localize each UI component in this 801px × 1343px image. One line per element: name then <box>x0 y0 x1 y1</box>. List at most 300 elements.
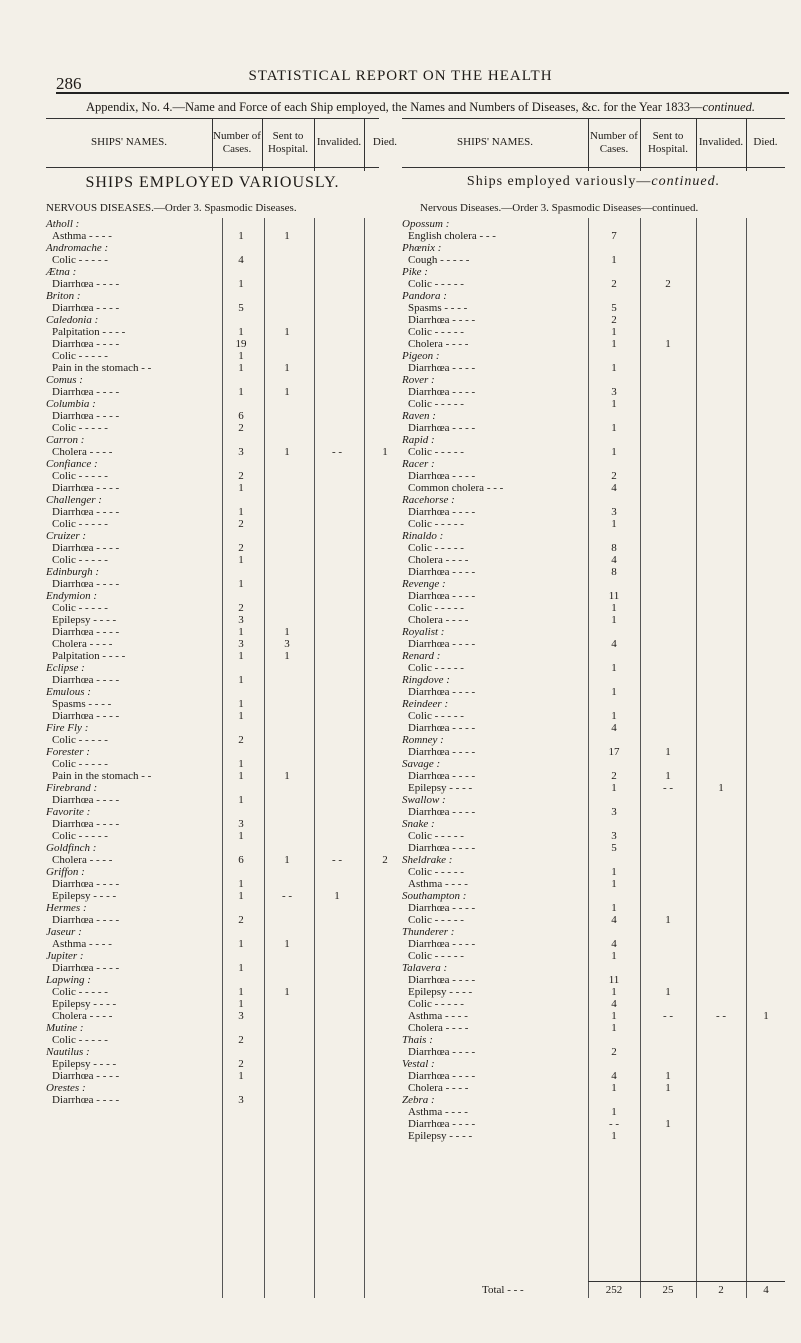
ship-name-row <box>402 266 785 278</box>
disease-row <box>46 830 379 842</box>
disease-row <box>402 326 785 338</box>
cases-cell: 5 <box>238 302 244 314</box>
cases-cell: 1 <box>611 518 617 530</box>
disease-name: Colic - - - - - <box>408 830 464 842</box>
disease-row <box>402 1022 785 1034</box>
disease-name: Asthma - - - - <box>52 230 112 242</box>
ship-name: Hermes : <box>46 902 87 914</box>
disease-row <box>46 554 379 566</box>
disease-name: Diarrhœa - - - - <box>408 314 476 326</box>
ship-name: Fire Fly : <box>46 722 89 734</box>
cases-cell: 3 <box>238 638 244 650</box>
invalided-cell: - - <box>331 854 343 866</box>
cases-cell: 5 <box>611 302 617 314</box>
cases-cell: 11 <box>608 974 620 986</box>
disease-name: Cholera - - - - <box>52 638 113 650</box>
header-divider <box>640 119 641 171</box>
ship-name: Goldfinch : <box>46 842 97 854</box>
disease-row <box>46 302 379 314</box>
ship-name: Firebrand : <box>46 782 98 794</box>
disease-name: Diarrhœa - - - - <box>408 722 476 734</box>
ship-name: Columbia : <box>46 398 96 410</box>
disease-row <box>46 1010 379 1022</box>
disease-name: Colic - - - - - <box>408 866 464 878</box>
ship-name: Sheldrake : <box>402 854 453 866</box>
ship-name: Savage : <box>402 758 441 770</box>
ship-name-row <box>46 866 379 878</box>
disease-name: Cholera - - - - <box>408 1082 469 1094</box>
ship-name-row <box>46 530 379 542</box>
cases-cell: 1 <box>611 1130 617 1142</box>
disease-name: Spasms - - - - <box>52 698 112 710</box>
disease-name: Colic - - - - - <box>408 446 464 458</box>
disease-name: Diarrhœa - - - - <box>408 638 476 650</box>
disease-row <box>46 698 379 710</box>
ship-name: Challenger : <box>46 494 102 506</box>
header-divider <box>262 119 263 171</box>
ship-name: Nautilus : <box>46 1046 90 1058</box>
ship-name: Forester : <box>46 746 90 758</box>
ship-name-row <box>46 266 379 278</box>
disease-row <box>402 638 785 650</box>
cases-cell: 1 <box>611 878 617 890</box>
ship-name-row <box>46 494 379 506</box>
disease-row <box>402 902 785 914</box>
cases-cell: 1 <box>238 626 244 638</box>
cases-cell: 2 <box>611 470 617 482</box>
disease-name: Colic - - - - - <box>52 1034 108 1046</box>
cases-cell: 3 <box>611 386 617 398</box>
cases-cell: 4 <box>611 998 617 1010</box>
disease-row <box>46 602 379 614</box>
disease-row <box>402 554 785 566</box>
hospital-cell: - - <box>662 782 674 794</box>
disease-name: Asthma - - - - <box>52 938 112 950</box>
disease-row <box>402 230 785 242</box>
disease-name: Diarrhœa - - - - <box>52 506 120 518</box>
disease-row <box>402 254 785 266</box>
ship-name-row <box>402 818 785 830</box>
cases-cell: 4 <box>611 482 617 494</box>
cases-cell: 1 <box>611 362 617 374</box>
disease-row <box>46 878 379 890</box>
disease-row <box>402 518 785 530</box>
disease-row <box>46 230 379 242</box>
cases-cell: 1 <box>238 326 244 338</box>
disease-name: Diarrhœa - - - - <box>52 794 120 806</box>
disease-row <box>46 938 379 950</box>
disease-name: Pain in the stomach - - <box>52 362 152 374</box>
cases-cell: 1 <box>238 878 244 890</box>
ship-name: Briton : <box>46 290 81 302</box>
ship-name: Orestes : <box>46 1082 86 1094</box>
hospital-cell: 1 <box>284 362 290 374</box>
ship-name-row <box>402 578 785 590</box>
cases-cell: 3 <box>238 818 244 830</box>
disease-row <box>46 1094 379 1106</box>
ship-name-row <box>402 1094 785 1106</box>
hospital-cell: 1 <box>665 1070 671 1082</box>
disease-name: Diarrhœa - - - - <box>408 470 476 482</box>
cases-cell: 1 <box>611 986 617 998</box>
ship-name: Mutine : <box>46 1022 84 1034</box>
ship-name-row <box>402 242 785 254</box>
ship-name: Endymion : <box>46 590 98 602</box>
disease-row <box>46 1058 379 1070</box>
cases-cell: 1 <box>611 710 617 722</box>
ship-name: Andromache : <box>46 242 109 254</box>
disease-row <box>402 278 785 290</box>
disease-name: Colic - - - - - <box>408 914 464 926</box>
header-hospital: Sent to Hospital. <box>267 129 309 155</box>
ship-name: Phœnix : <box>402 242 442 254</box>
disease-name: Cholera - - - - <box>408 554 469 566</box>
total-label: Total - - - <box>482 1284 524 1296</box>
cases-cell: 2 <box>238 542 244 554</box>
disease-row <box>46 518 379 530</box>
disease-row <box>402 770 785 782</box>
disease-row <box>402 662 785 674</box>
disease-name: Common cholera - - - <box>408 482 504 494</box>
ship-name-row <box>46 722 379 734</box>
cases-cell: 1 <box>238 698 244 710</box>
cases-cell: 1 <box>238 890 244 902</box>
hospital-cell: 1 <box>665 1118 671 1130</box>
cases-cell: 2 <box>611 278 617 290</box>
cases-cell: 1 <box>611 398 617 410</box>
ship-name-row <box>46 1082 379 1094</box>
disease-row <box>402 686 785 698</box>
header-died: Died. <box>753 136 778 149</box>
cases-cell: 2 <box>238 602 244 614</box>
disease-name: Diarrhœa - - - - <box>408 902 476 914</box>
cases-cell: 1 <box>238 998 244 1010</box>
header-divider <box>364 119 365 171</box>
cases-cell: 17 <box>608 746 620 758</box>
disease-row <box>46 422 379 434</box>
disease-row <box>402 302 785 314</box>
disease-name: Palpitation - - - - <box>52 650 126 662</box>
total-rule <box>588 1281 785 1282</box>
disease-row <box>46 650 379 662</box>
disease-row <box>46 854 388 866</box>
disease-name: Diarrhœa - - - - <box>52 410 120 422</box>
hospital-cell: 1 <box>284 938 290 950</box>
disease-row <box>402 986 785 998</box>
disease-row <box>46 794 379 806</box>
disease-row <box>402 998 785 1010</box>
cases-cell: 3 <box>238 1094 244 1106</box>
cases-cell: 2 <box>611 770 617 782</box>
cases-cell: 3 <box>611 806 617 818</box>
disease-name: Epilepsy - - - - <box>52 614 117 626</box>
disease-row <box>402 878 785 890</box>
running-title: STATISTICAL REPORT ON THE HEALTH <box>248 68 553 84</box>
disease-name: Diarrhœa - - - - <box>408 938 476 950</box>
cases-cell: 1 <box>238 674 244 686</box>
disease-row <box>402 914 785 926</box>
disease-row <box>46 350 379 362</box>
hospital-cell: 1 <box>665 746 671 758</box>
cases-cell: 3 <box>611 506 617 518</box>
disease-name: Diarrhœa - - - - <box>52 578 120 590</box>
cases-cell: 19 <box>235 338 247 350</box>
right-section-text: Ships employed variously— <box>466 174 652 189</box>
ship-name: Reindeer : <box>402 698 449 710</box>
column-rule <box>364 218 365 1298</box>
column-rule <box>222 218 223 1298</box>
cases-cell: 4 <box>611 722 617 734</box>
disease-name: Diarrhœa - - - - <box>52 482 120 494</box>
disease-name: Colic - - - - - <box>52 422 108 434</box>
cases-cell: 3 <box>238 446 244 458</box>
ship-name: Atholl : <box>46 218 80 230</box>
ship-name: Racer : <box>402 458 435 470</box>
ship-name: Jupiter : <box>46 950 84 962</box>
disease-name: Colic - - - - - <box>52 350 108 362</box>
hospital-cell: 1 <box>284 386 290 398</box>
disease-row <box>46 362 379 374</box>
ship-name-row <box>402 458 785 470</box>
cases-cell: 1 <box>238 1070 244 1082</box>
ship-name-row <box>46 590 379 602</box>
cases-cell: 6 <box>238 410 244 422</box>
cases-cell: 1 <box>611 782 617 794</box>
ship-name-row <box>46 434 379 446</box>
disease-row <box>46 338 379 350</box>
disease-name: Diarrhœa - - - - <box>52 710 120 722</box>
cases-cell: 2 <box>238 518 244 530</box>
ship-name-row <box>402 434 785 446</box>
disease-row <box>402 1118 785 1130</box>
cases-cell: 1 <box>238 350 244 362</box>
cases-cell: 4 <box>611 1070 617 1082</box>
ship-name-row <box>402 650 785 662</box>
cases-cell: 4 <box>611 554 617 566</box>
hospital-cell: 1 <box>284 626 290 638</box>
cases-cell: 2 <box>238 470 244 482</box>
disease-name: Colic - - - - - <box>408 542 464 554</box>
disease-name: Colic - - - - - <box>52 554 108 566</box>
ship-name: Revenge : <box>402 578 446 590</box>
cases-cell: 1 <box>238 554 244 566</box>
invalided-cell: - - <box>715 1010 727 1022</box>
appendix-continued: continued. <box>702 100 755 114</box>
ship-name: Edinburgh : <box>46 566 100 578</box>
disease-name: Cholera - - - - <box>408 1022 469 1034</box>
disease-row <box>46 734 379 746</box>
ship-name: Thais : <box>402 1034 433 1046</box>
cases-cell: 4 <box>238 254 244 266</box>
ship-name-row <box>402 794 785 806</box>
disease-row <box>46 758 379 770</box>
header-rule <box>56 92 789 94</box>
disease-name: Asthma - - - - <box>408 1106 468 1118</box>
disease-name: Colic - - - - - <box>408 326 464 338</box>
cases-cell: 1 <box>611 422 617 434</box>
invalided-cell: 1 <box>718 782 724 794</box>
disease-row <box>402 422 785 434</box>
disease-name: Colic - - - - - <box>52 254 108 266</box>
ship-name-row <box>46 686 379 698</box>
ship-name: Racehorse : <box>402 494 455 506</box>
header-divider <box>212 119 213 171</box>
cases-cell: 1 <box>238 962 244 974</box>
total-row <box>402 1284 785 1298</box>
disease-row <box>46 482 379 494</box>
disease-row <box>402 842 785 854</box>
disease-name: Cholera - - - - <box>408 338 469 350</box>
hospital-cell: 1 <box>665 986 671 998</box>
right-table <box>402 118 785 1301</box>
ship-name-row <box>402 758 785 770</box>
cases-cell: 4 <box>611 914 617 926</box>
disease-name: Diarrhœa - - - - <box>408 362 476 374</box>
disease-row <box>46 578 379 590</box>
disease-name: Diarrhœa - - - - <box>408 1070 476 1082</box>
cases-cell: 1 <box>238 758 244 770</box>
cases-cell: 1 <box>611 1010 617 1022</box>
ship-name-row <box>402 530 785 542</box>
cases-cell: 1 <box>611 686 617 698</box>
cases-cell: 1 <box>611 326 617 338</box>
column-rule <box>746 218 747 1298</box>
cases-cell: 4 <box>611 938 617 950</box>
ship-name-row <box>46 806 379 818</box>
cases-cell: 7 <box>611 230 617 242</box>
ship-name: Opossum : <box>402 218 450 230</box>
total-died: 4 <box>763 1284 769 1296</box>
disease-name: Colic - - - - - <box>408 602 464 614</box>
ship-name-row <box>46 398 379 410</box>
disease-name: Diarrhœa - - - - <box>52 962 120 974</box>
disease-row <box>402 1070 785 1082</box>
ship-name-row <box>402 674 785 686</box>
ship-name-row <box>402 890 785 902</box>
disease-name: Diarrhœa - - - - <box>408 590 476 602</box>
ship-name: Ringdove : <box>402 674 450 686</box>
disease-row <box>46 914 379 926</box>
total-cases: 252 <box>605 1284 623 1296</box>
disease-row <box>46 254 379 266</box>
disease-row <box>402 602 785 614</box>
disease-row <box>46 962 379 974</box>
cases-cell: 1 <box>238 362 244 374</box>
disease-row <box>402 1130 785 1142</box>
appendix-text: Appendix, No. 4.—Name and Force of each Ship employed, the Names and Numbers of Diseases, &c. for the Year 1833— <box>86 100 703 114</box>
left-table-header <box>46 118 398 168</box>
ship-name: Carron : <box>46 434 85 446</box>
disease-name: Diarrhœa - - - - <box>408 770 476 782</box>
ship-name-row <box>402 854 785 866</box>
cases-cell: 2 <box>238 1058 244 1070</box>
header-ships-names: SHIPS' NAMES. <box>457 136 533 149</box>
disease-row <box>46 278 379 290</box>
ship-name: Talavera : <box>402 962 448 974</box>
cases-cell: 1 <box>611 950 617 962</box>
disease-name: Asthma - - - - <box>408 878 468 890</box>
ship-name: Caledonia : <box>46 314 99 326</box>
disease-row <box>402 590 785 602</box>
ship-name: Vestal : <box>402 1058 435 1070</box>
header-divider <box>746 119 747 171</box>
disease-row <box>46 542 379 554</box>
hospital-cell: 1 <box>665 770 671 782</box>
header-cases: Number of Cases. <box>590 129 638 155</box>
ship-name: Thunderer : <box>402 926 455 938</box>
cases-cell: 6 <box>238 854 244 866</box>
right-group-title: Nervous Diseases.—Order 3. Spasmodic Diseases—continued. <box>420 202 699 214</box>
disease-name: Diarrhœa - - - - <box>52 914 120 926</box>
disease-name: Colic - - - - - <box>52 734 108 746</box>
disease-name: Diarrhœa - - - - <box>52 278 120 290</box>
cases-cell: 1 <box>611 1106 617 1118</box>
disease-row <box>402 506 785 518</box>
died-cell: 2 <box>382 854 388 866</box>
hospital-cell: 1 <box>284 230 290 242</box>
disease-row <box>402 1046 785 1058</box>
cases-cell: 1 <box>611 1022 617 1034</box>
disease-name: English cholera - - - <box>408 230 496 242</box>
disease-name: Cholera - - - - <box>52 1010 113 1022</box>
column-rule <box>588 218 589 1298</box>
hospital-cell: 1 <box>665 1082 671 1094</box>
disease-row <box>402 1010 785 1022</box>
disease-row <box>46 818 379 830</box>
disease-name: Diarrhœa - - - - <box>52 1094 120 1106</box>
ship-name-row <box>46 458 379 470</box>
right-rows <box>402 218 785 1142</box>
ship-name-row <box>46 242 379 254</box>
cases-cell: 3 <box>238 1010 244 1022</box>
cases-cell: 1 <box>238 506 244 518</box>
cases-cell: 1 <box>238 710 244 722</box>
disease-name: Diarrhœa - - - - <box>408 806 476 818</box>
cases-cell: 2 <box>238 914 244 926</box>
cases-cell: 1 <box>238 278 244 290</box>
disease-name: Colic - - - - - <box>408 518 464 530</box>
cases-cell: 1 <box>611 602 617 614</box>
cases-cell: 8 <box>611 542 617 554</box>
disease-row <box>402 830 785 842</box>
ship-name-row <box>402 1058 785 1070</box>
ship-name: Lapwing : <box>46 974 91 986</box>
disease-row <box>402 950 785 962</box>
ship-name-row <box>402 494 785 506</box>
disease-name: Palpitation - - - - <box>52 326 126 338</box>
disease-name: Cholera - - - - <box>52 854 113 866</box>
disease-name: Diarrhœa - - - - <box>408 386 476 398</box>
disease-row <box>46 386 379 398</box>
disease-row <box>402 482 785 494</box>
disease-row <box>46 446 388 458</box>
disease-row <box>402 614 785 626</box>
disease-row <box>46 674 379 686</box>
cases-cell: 1 <box>238 794 244 806</box>
disease-row <box>46 326 379 338</box>
hospital-cell: - - <box>281 890 293 902</box>
cases-cell: 1 <box>238 770 244 782</box>
header-invalided: Invalided. <box>316 136 362 149</box>
header-invalided: Invalided. <box>698 136 744 149</box>
disease-name: Epilepsy - - - - <box>52 998 117 1010</box>
disease-name: Diarrhœa - - - - <box>52 1070 120 1082</box>
disease-row <box>402 338 785 350</box>
died-cell: 1 <box>382 446 388 458</box>
cases-cell: 1 <box>238 386 244 398</box>
disease-row <box>46 998 379 1010</box>
disease-row <box>402 1082 785 1094</box>
